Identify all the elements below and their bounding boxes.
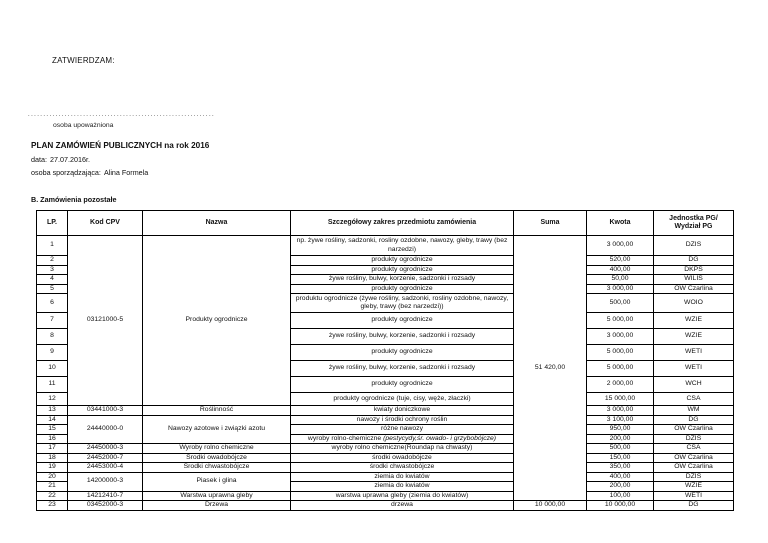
detail-cell: środki chwastobójcze bbox=[291, 463, 514, 473]
kwota-cell: 400,00 bbox=[587, 265, 654, 275]
name-cell: Warstwa uprawna gleby bbox=[143, 491, 291, 501]
detail-cell: produkty ogrodnicze (tuje, cisy, węże, złaczki) bbox=[291, 393, 514, 406]
lp-cell: 11 bbox=[37, 377, 68, 393]
detail-cell: produkty ogrodnicze bbox=[291, 313, 514, 329]
date-label: data: bbox=[31, 155, 47, 164]
unit-cell: WETI bbox=[654, 345, 734, 361]
kwota-cell: 500,00 bbox=[587, 444, 654, 454]
cpv-cell-group-nawozy: 24440000-0 bbox=[68, 415, 143, 444]
date-line bbox=[31, 155, 90, 164]
kwota-cell: 200,00 bbox=[587, 434, 654, 444]
name-cell-group-piasek: Piasek i glina bbox=[143, 472, 291, 491]
signature-dotted-line: ............................................................. bbox=[28, 112, 216, 118]
unit-cell: OW Czarlina bbox=[654, 284, 734, 294]
kwota-cell: 950,00 bbox=[587, 425, 654, 435]
kwota-cell: 3 000,00 bbox=[587, 406, 654, 416]
table-row bbox=[37, 501, 734, 511]
unit-cell: DZIS bbox=[654, 434, 734, 444]
col-header-unit-line1: Jednostka PG/ bbox=[669, 214, 718, 222]
unit-cell: WCH bbox=[654, 377, 734, 393]
unit-cell: OW Czarlina bbox=[654, 453, 734, 463]
col-header-name: Nazwa bbox=[143, 211, 291, 236]
detail-cell: środki owadobójcze bbox=[291, 453, 514, 463]
name-cell: Wyroby rolno chemiczne bbox=[143, 444, 291, 454]
lp-cell: 14 bbox=[37, 415, 68, 425]
cpv-cell-group-piasek: 14200000-3 bbox=[68, 472, 143, 491]
name-cell: Środki owadobójcze bbox=[143, 453, 291, 463]
cpv-cell: 14212410-7 bbox=[68, 491, 143, 501]
detail-cell: produktu ogrodnicze (żywe rośliny, sadzonki, rosliny ozdobne, nawozy, gleby, trawy (bez narzedzi)) bbox=[291, 294, 514, 313]
lp-cell: 18 bbox=[37, 453, 68, 463]
unit-cell: CSA bbox=[654, 444, 734, 454]
detail-cell: produkty ogrodnicze bbox=[291, 284, 514, 294]
cpv-cell-group-produkty: 03121000-5 bbox=[68, 236, 143, 406]
col-header-kwota: Kwota bbox=[587, 211, 654, 236]
lp-cell: 2 bbox=[37, 256, 68, 266]
kwota-cell: 100,00 bbox=[587, 491, 654, 501]
kwota-cell: 5 000,00 bbox=[587, 345, 654, 361]
lp-cell: 3 bbox=[37, 265, 68, 275]
suma-cell: 10 000,00 bbox=[514, 501, 587, 511]
detail-cell: żywe rośliny, bulwy, korzenie, sadzonki i rozsady bbox=[291, 361, 514, 377]
approval-label: ZATWIERDZAM: bbox=[52, 56, 115, 65]
detail-cell: drzewa bbox=[291, 501, 514, 511]
col-header-cpv: Kod CPV bbox=[68, 211, 143, 236]
detail-cell: produkty ogrodnicze bbox=[291, 265, 514, 275]
name-cell-group-nawozy: Nawozy azotowe i związki azotu bbox=[143, 415, 291, 444]
unit-cell: WZIE bbox=[654, 482, 734, 492]
unit-cell: WETI bbox=[654, 361, 734, 377]
kwota-cell: 10 000,00 bbox=[587, 501, 654, 511]
orders-table bbox=[36, 210, 734, 511]
kwota-cell: 3 000,00 bbox=[587, 329, 654, 345]
cpv-cell: 24450000-3 bbox=[68, 444, 143, 454]
lp-cell: 12 bbox=[37, 393, 68, 406]
name-cell: Drzewa bbox=[143, 501, 291, 511]
detail-cell: żywe rośliny, bulwy, korzenie, sadzonki i rozsady bbox=[291, 275, 514, 285]
name-cell: Środki chwastobójcze bbox=[143, 463, 291, 473]
lp-cell: 6 bbox=[37, 294, 68, 313]
kwota-cell: 50,00 bbox=[587, 275, 654, 285]
detail-cell: produkty ogrodnicze bbox=[291, 345, 514, 361]
lp-cell: 23 bbox=[37, 501, 68, 511]
suma-total-cell: 51 420,00 bbox=[514, 236, 587, 501]
kwota-cell: 400,00 bbox=[587, 472, 654, 482]
unit-cell: DZIS bbox=[654, 472, 734, 482]
unit-cell: WZIE bbox=[654, 313, 734, 329]
unit-cell: WZIE bbox=[654, 329, 734, 345]
name-cell-group-produkty: Produkty ogrodnicze bbox=[143, 236, 291, 406]
col-header-lp: LP. bbox=[37, 211, 68, 236]
table-row bbox=[37, 444, 734, 454]
lp-cell: 7 bbox=[37, 313, 68, 329]
detail-cell: wyroby rolno chemiczne(Roundap na chwasty) bbox=[291, 444, 514, 454]
kwota-cell: 200,00 bbox=[587, 482, 654, 492]
unit-cell: DZIS bbox=[654, 236, 734, 256]
detail-cell: ziemia do kwiatów bbox=[291, 482, 514, 492]
detail-cell: nawozy i środki ochrony roślin bbox=[291, 415, 514, 425]
kwota-cell: 3 100,00 bbox=[587, 415, 654, 425]
lp-cell: 17 bbox=[37, 444, 68, 454]
lp-cell: 19 bbox=[37, 463, 68, 473]
orders-table-wrap bbox=[36, 210, 734, 511]
table-row bbox=[37, 472, 734, 482]
kwota-cell: 3 000,00 bbox=[587, 236, 654, 256]
lp-cell: 4 bbox=[37, 275, 68, 285]
detail-cell: np. żywe rośliny, sadzonki, rosliny ozdobne, nawozy, gleby, trawy (bez narzedzi) bbox=[291, 236, 514, 256]
col-header-unit-line2: Wydział PG bbox=[674, 223, 713, 230]
kwota-cell: 3 000,00 bbox=[587, 284, 654, 294]
author-line bbox=[31, 168, 148, 177]
author-label: osoba sporządzająca: bbox=[31, 168, 101, 177]
section-title: B. Zamówienia pozostałe bbox=[31, 195, 117, 204]
detail-cell: produkty ogrodnicze bbox=[291, 256, 514, 266]
detail-cell: produkty ogrodnicze bbox=[291, 377, 514, 393]
detail-cell: kwiaty doniczkowe bbox=[291, 406, 514, 416]
kwota-cell: 500,00 bbox=[587, 294, 654, 313]
col-header-suma: Suma bbox=[514, 211, 587, 236]
cpv-cell: 03452000-3 bbox=[68, 501, 143, 511]
detail-text-italic: (pestycydy,śr. owado- i grzybobójcze) bbox=[383, 434, 497, 442]
table-row bbox=[37, 236, 734, 256]
cpv-cell: 03441000-3 bbox=[68, 406, 143, 416]
unit-cell: OW Czarlina bbox=[654, 425, 734, 435]
col-header-unit bbox=[654, 211, 734, 236]
detail-cell: żywe rośliny, bulwy, korzenie, sadzonki i rozsady bbox=[291, 329, 514, 345]
detail-cell: warstwa uprawna gleby (ziemia do kwiatów) bbox=[291, 491, 514, 501]
lp-cell: 20 bbox=[37, 472, 68, 482]
table-row bbox=[37, 415, 734, 425]
table-row bbox=[37, 463, 734, 473]
unit-cell: WOIO bbox=[654, 294, 734, 313]
lp-cell: 5 bbox=[37, 284, 68, 294]
date-value: 27.07.2016r. bbox=[50, 155, 90, 164]
unit-cell: WM bbox=[654, 406, 734, 416]
unit-cell: OW Czarlina bbox=[654, 463, 734, 473]
unit-cell: WILIŚ bbox=[654, 275, 734, 285]
unit-cell: DKPS bbox=[654, 265, 734, 275]
detail-cell: ziemia do kwiatów bbox=[291, 472, 514, 482]
detail-cell bbox=[291, 434, 514, 444]
page-title: PLAN ZAMÓWIEŃ PUBLICZNYCH na rok 2016 bbox=[31, 141, 210, 150]
signature-caption: osoba upoważniona bbox=[53, 122, 114, 129]
lp-cell: 15 bbox=[37, 425, 68, 435]
kwota-cell: 520,00 bbox=[587, 256, 654, 266]
name-cell: Roślinność bbox=[143, 406, 291, 416]
cpv-cell: 24453000-4 bbox=[68, 463, 143, 473]
lp-cell: 9 bbox=[37, 345, 68, 361]
unit-cell: DG bbox=[654, 256, 734, 266]
kwota-cell: 5 000,00 bbox=[587, 313, 654, 329]
lp-cell: 13 bbox=[37, 406, 68, 416]
unit-cell: DG bbox=[654, 501, 734, 511]
kwota-cell: 5 000,00 bbox=[587, 361, 654, 377]
cpv-cell: 24452000-7 bbox=[68, 453, 143, 463]
table-row bbox=[37, 406, 734, 416]
table-row bbox=[37, 491, 734, 501]
lp-cell: 22 bbox=[37, 491, 68, 501]
unit-cell: DG bbox=[654, 415, 734, 425]
lp-cell: 10 bbox=[37, 361, 68, 377]
col-header-scope: Szczegółowy zakres przedmiotu zamówienia bbox=[291, 211, 514, 236]
author-value: Alina Formela bbox=[103, 168, 149, 177]
lp-cell: 1 bbox=[37, 236, 68, 256]
unit-cell: CSA bbox=[654, 393, 734, 406]
unit-cell: WETI bbox=[654, 491, 734, 501]
detail-cell: różne nawozy bbox=[291, 425, 514, 435]
kwota-cell: 2 000,00 bbox=[587, 377, 654, 393]
table-row bbox=[37, 453, 734, 463]
lp-cell: 21 bbox=[37, 482, 68, 492]
kwota-cell: 350,00 bbox=[587, 463, 654, 473]
kwota-cell: 15 000,00 bbox=[587, 393, 654, 406]
lp-cell: 8 bbox=[37, 329, 68, 345]
kwota-cell: 150,00 bbox=[587, 453, 654, 463]
lp-cell: 16 bbox=[37, 434, 68, 444]
table-header-row bbox=[37, 211, 734, 236]
detail-text: wyroby rolno-chemiczne bbox=[307, 434, 382, 442]
